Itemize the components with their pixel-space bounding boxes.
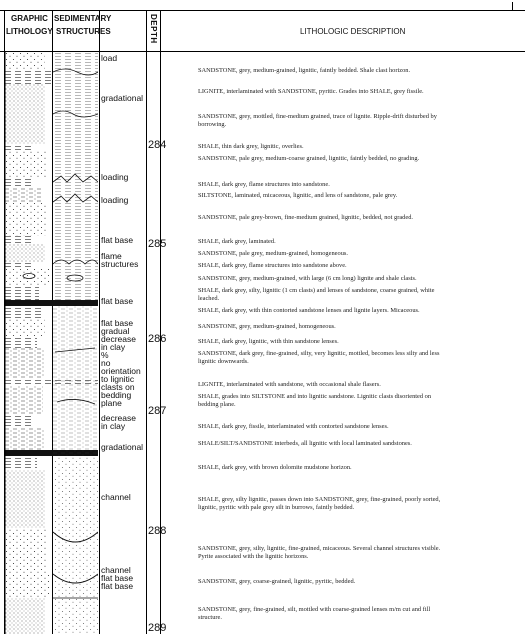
siltstone-bed — [5, 188, 41, 202]
shale-bed — [5, 144, 35, 150]
graphic-lithology-column — [5, 52, 98, 634]
description-line: SANDSTONE, dark grey, fine-grained, silty, very lignitic, mottled, becomes less silty and less — [198, 350, 440, 357]
graphic-header-line2: LITHOLOGY — [6, 27, 53, 36]
fine-sandstone-bed — [5, 598, 45, 634]
description-line: SANDSTONE, grey, mottled, fine-medium grained, trace of lignite. Ripple-drift disturbed by — [198, 113, 437, 120]
depth-marker: 289 — [148, 622, 167, 634]
structure-label: load — [101, 53, 118, 63]
description-line: SHALE, thin dark grey, lignitic, overlies. — [198, 143, 304, 150]
col-divider-structures — [99, 10, 100, 634]
description-line: SHALE, dark grey, silty, lignitic (1 cm clasts) and lenses of sandstone, coarse grained, white — [198, 287, 435, 294]
shale-bed — [5, 306, 41, 318]
graphic-header-line1: GRAPHIC — [11, 14, 48, 23]
lithologic-description-header: LITHOLOGIC DESCRIPTION — [300, 27, 406, 36]
description-line: SANDSTONE, grey, silty, lignitic, fine-grained, micaceous. Several channel structures visible. — [198, 545, 441, 552]
sandstone-bed — [5, 318, 45, 336]
structure-label: gradational — [101, 93, 144, 103]
structures-header-line1: SEDIMENTARY — [54, 14, 112, 23]
description-line: SHALE, dark grey, laminated. — [198, 238, 276, 245]
structure-label: loading — [101, 195, 129, 205]
sandstone-bed — [5, 202, 47, 236]
channel-sandstone-bed — [5, 528, 47, 572]
coarse-sandstone-bed — [5, 572, 49, 598]
description-line: SHALE, dark grey, with thin contorted sandstone lenses and lignite layers. Micaceous. — [198, 307, 420, 314]
depth-marker: 286 — [148, 333, 167, 345]
sandstone-bed — [5, 470, 45, 528]
description-line: SANDSTONE, grey, medium-grained, with large (6 cm long) lignite and shale clasts. — [198, 275, 417, 282]
description-line: SANDSTONE, pale grey-brown, fine-medium grained, lignitic, bedded, not graded. — [198, 214, 413, 221]
description-line: SHALE/SILT/SANDSTONE interbeds, all lignitic with local laminated sandstones. — [198, 440, 412, 447]
structure-label: flame structures — [101, 251, 139, 269]
shale-bed — [5, 336, 37, 348]
description-line: SHALE, dark grey, fissile, interlaminated with contorted sandstone lenses. — [198, 423, 389, 430]
description-line: borrowing. — [198, 121, 227, 128]
description-line: LIGNITE, interlaminated with SANDSTONE, pyritic. Grades into SHALE, grey fissile. — [198, 88, 424, 95]
structure-label: channel — [101, 492, 131, 502]
structure-label: decrease in clay — [101, 413, 136, 431]
sandstone-bed — [5, 244, 45, 262]
shale-bed — [5, 414, 35, 428]
depth-marker: 284 — [148, 139, 167, 151]
top-right-tick — [512, 2, 513, 11]
description-line: SANDSTONE, grey, fine-grained, silt, mottled with coarse-grained lenses m/m cut and fill — [198, 606, 431, 613]
shale-bed — [5, 286, 39, 300]
description-line: SANDSTONE, grey, medium-grained, homogeneous. — [198, 323, 336, 330]
sandstone-with-clasts — [5, 268, 49, 286]
depth-marker: 288 — [148, 525, 167, 537]
top-rule — [0, 10, 525, 11]
description-line: LIGNITE, interlaminated with sandstone, with occasional shale flasers. — [198, 381, 381, 388]
depth-marker: 287 — [148, 405, 167, 417]
description-line: SHALE, dark grey, lignitic, with thin sandstone lenses. — [198, 338, 339, 345]
description-line: lignitic downwards. — [198, 358, 249, 365]
lignite-bed — [5, 70, 52, 84]
depth-marker: 285 — [148, 238, 167, 250]
lithology-drawing — [5, 52, 98, 634]
col-divider-depth-right — [160, 10, 161, 634]
description-line: SANDSTONE, grey, coarse-grained, lignitic, pyritic, bedded. — [198, 578, 356, 585]
description-line: lignitic, pyritic with pale grey silt in burrows, faintly bedded. — [198, 504, 355, 511]
shale-bed — [5, 262, 35, 268]
description-line: SHALE, grades into SILTSTONE and into lignitic sandstone. Lignitic clasts disoriented on — [198, 393, 432, 400]
silty-sandstone-bed — [5, 348, 45, 378]
shale-bed — [5, 456, 37, 470]
shale-bed — [5, 236, 33, 244]
description-line: SANDSTONE, pale grey, medium-grained, homogeneous. — [198, 250, 348, 257]
structure-label: flat base — [101, 235, 134, 245]
description-line: SHALE, dark grey, with brown dolomite mudstone horizon. — [198, 464, 352, 471]
sandstone-bed — [5, 84, 45, 144]
description-line: SANDSTONE, grey, medium-grained, lignitic, faintly bedded. Shale clast horizon. — [198, 67, 411, 74]
description-line: SHALE, dark grey, flame structures into sandstone. — [198, 181, 330, 188]
structure-sketch-lower — [53, 456, 98, 634]
description-line: leached. — [198, 295, 220, 302]
shale-bed — [5, 178, 33, 188]
depth-header: DEPTH — [149, 14, 158, 44]
structures-header-line2: STRUCTURES — [56, 27, 111, 36]
structure-label: flat base gradual decrease in clay % no orientation to lignitic clasts on bedding plane — [101, 318, 141, 408]
description-line: Pyrite associated with the lignitic horizons. — [198, 553, 309, 560]
description-line: structure. — [198, 614, 222, 621]
description-line: SILTSTONE, laminated, micaceous, lignitic, and lens of sandstone, pale grey. — [198, 192, 398, 199]
sandstone-bed — [5, 150, 47, 178]
description-line: SHALE, dark grey, flame structures into sandstone above. — [198, 262, 347, 269]
structure-label: gradational — [101, 442, 144, 452]
structure-label: loading — [101, 172, 129, 182]
sandstone-bed — [5, 52, 45, 70]
shale-siltstone-bed — [5, 386, 43, 414]
structure-label: channel flat base flat base — [101, 565, 134, 591]
description-line: bedding plane. — [198, 401, 236, 408]
structure-label: flat base — [101, 296, 134, 306]
description-line: SHALE, grey, silty lignitic, passes down into SANDSTONE, grey, fine-grained, poorly sorted, — [198, 496, 441, 503]
structure-sketch-middle — [53, 306, 98, 456]
interbedded-bed — [5, 428, 45, 450]
description-line: SANDSTONE, pale grey, medium-coarse grained, lignitic, faintly bedded, no grading. — [198, 155, 420, 162]
